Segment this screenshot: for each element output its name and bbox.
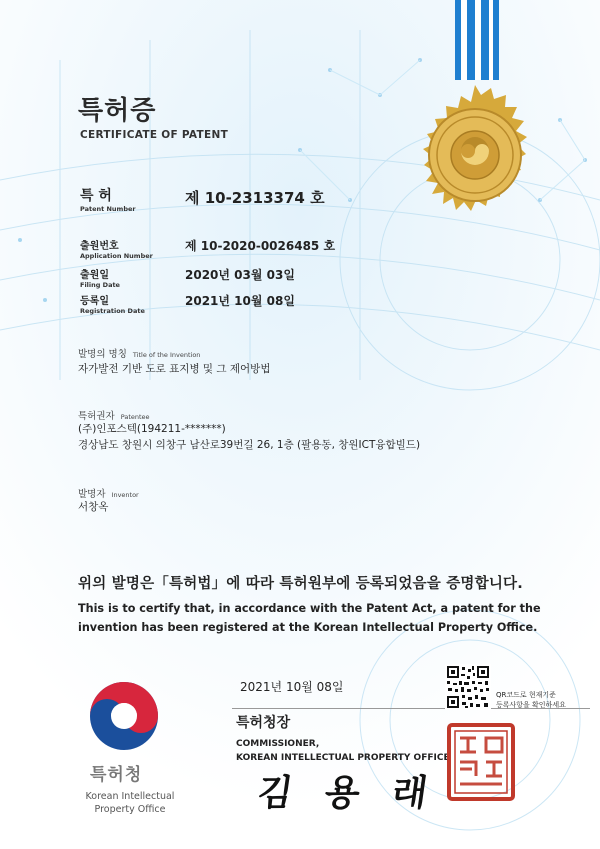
filing-date-label-ko: 출원일 bbox=[80, 270, 109, 281]
office-name-ko: 특허청 bbox=[90, 765, 143, 785]
registration-date-label-en: Registration Date bbox=[80, 307, 145, 315]
filing-date-value: 2020년 03월 03일 bbox=[185, 268, 295, 282]
office-name-en-line2: Property Office bbox=[94, 804, 166, 815]
certificate-title-ko: 특허증 bbox=[78, 96, 157, 126]
issue-date: 2021년 10월 08일 bbox=[240, 680, 344, 694]
qr-note-line2: 등록사항을 확인하세요 bbox=[496, 701, 566, 709]
inventor-label-ko: 발명자 bbox=[78, 489, 106, 500]
invention-label-en: Title of the Invention bbox=[132, 351, 201, 359]
inventor-name: 서창옥 bbox=[78, 501, 109, 513]
patentee-label-en: Patentee bbox=[120, 413, 150, 421]
invention-label-ko: 발명의 명칭 bbox=[78, 349, 127, 360]
qr-code-icon[interactable] bbox=[445, 664, 491, 710]
patentee-label-ko: 특허권자 bbox=[78, 411, 115, 422]
registration-date-value: 2021년 10월 08일 bbox=[185, 294, 295, 308]
inventor-label-en: Inventor bbox=[111, 491, 139, 499]
patent-number-label-en: Patent Number bbox=[80, 205, 136, 213]
application-number-value: 제 10-2020-0026485 호 bbox=[185, 239, 336, 253]
patentee-address: 경상남도 창원시 의창구 남산로39번길 26, 1층 (팔용동, 창원ICT융합빌드) bbox=[78, 439, 421, 451]
commissioner-title-en-line1: COMMISSIONER, bbox=[236, 739, 320, 749]
patentee-name: (주)인포스텍(194211-*******) bbox=[78, 423, 226, 435]
patent-number-label-ko: 특 허 bbox=[80, 188, 112, 204]
registration-date-label-ko: 등록일 bbox=[80, 296, 109, 307]
office-name-en-line1: Korean Intellectual bbox=[85, 791, 175, 802]
kipo-logo-icon bbox=[88, 680, 160, 752]
office-name-en bbox=[70, 790, 190, 816]
commissioner-title-en bbox=[236, 737, 450, 765]
invention-label bbox=[78, 342, 200, 361]
filing-date-label bbox=[80, 266, 120, 289]
commissioner-title-en-line2: KOREAN INTELLECTUAL PROPERTY OFFICE bbox=[236, 753, 450, 763]
commissioner-signature: 김 용 래 bbox=[254, 772, 441, 814]
official-stamp bbox=[446, 722, 516, 802]
commissioner-title-ko: 특허청장 bbox=[236, 715, 291, 731]
patent-number-label bbox=[80, 185, 136, 213]
invention-title: 자가발전 기반 도로 표지병 및 그 제어방법 bbox=[78, 363, 271, 375]
filing-date-label-en: Filing Date bbox=[80, 281, 120, 289]
certificate-title-en: CERTIFICATE OF PATENT bbox=[80, 129, 229, 141]
gold-seal-ribbon bbox=[405, 0, 545, 230]
statement-en: This is to certify that, in accordance with the Patent Act, a patent for the invention has been registered at the Korean Intellectual Property Office. bbox=[78, 602, 541, 634]
registration-date-label bbox=[80, 292, 145, 315]
application-number-label bbox=[80, 237, 153, 260]
qr-note bbox=[496, 690, 576, 710]
patent-number-value: 제 10-2313374 호 bbox=[185, 189, 325, 207]
statement-ko: 위의 발명은「특허법」에 따라 특허원부에 등록되었음을 증명합니다. bbox=[78, 576, 523, 592]
application-number-label-en: Application Number bbox=[80, 252, 153, 260]
application-number-label-ko: 출원번호 bbox=[80, 241, 119, 252]
qr-note-line1: QR코드로 현재기준 bbox=[496, 691, 556, 699]
